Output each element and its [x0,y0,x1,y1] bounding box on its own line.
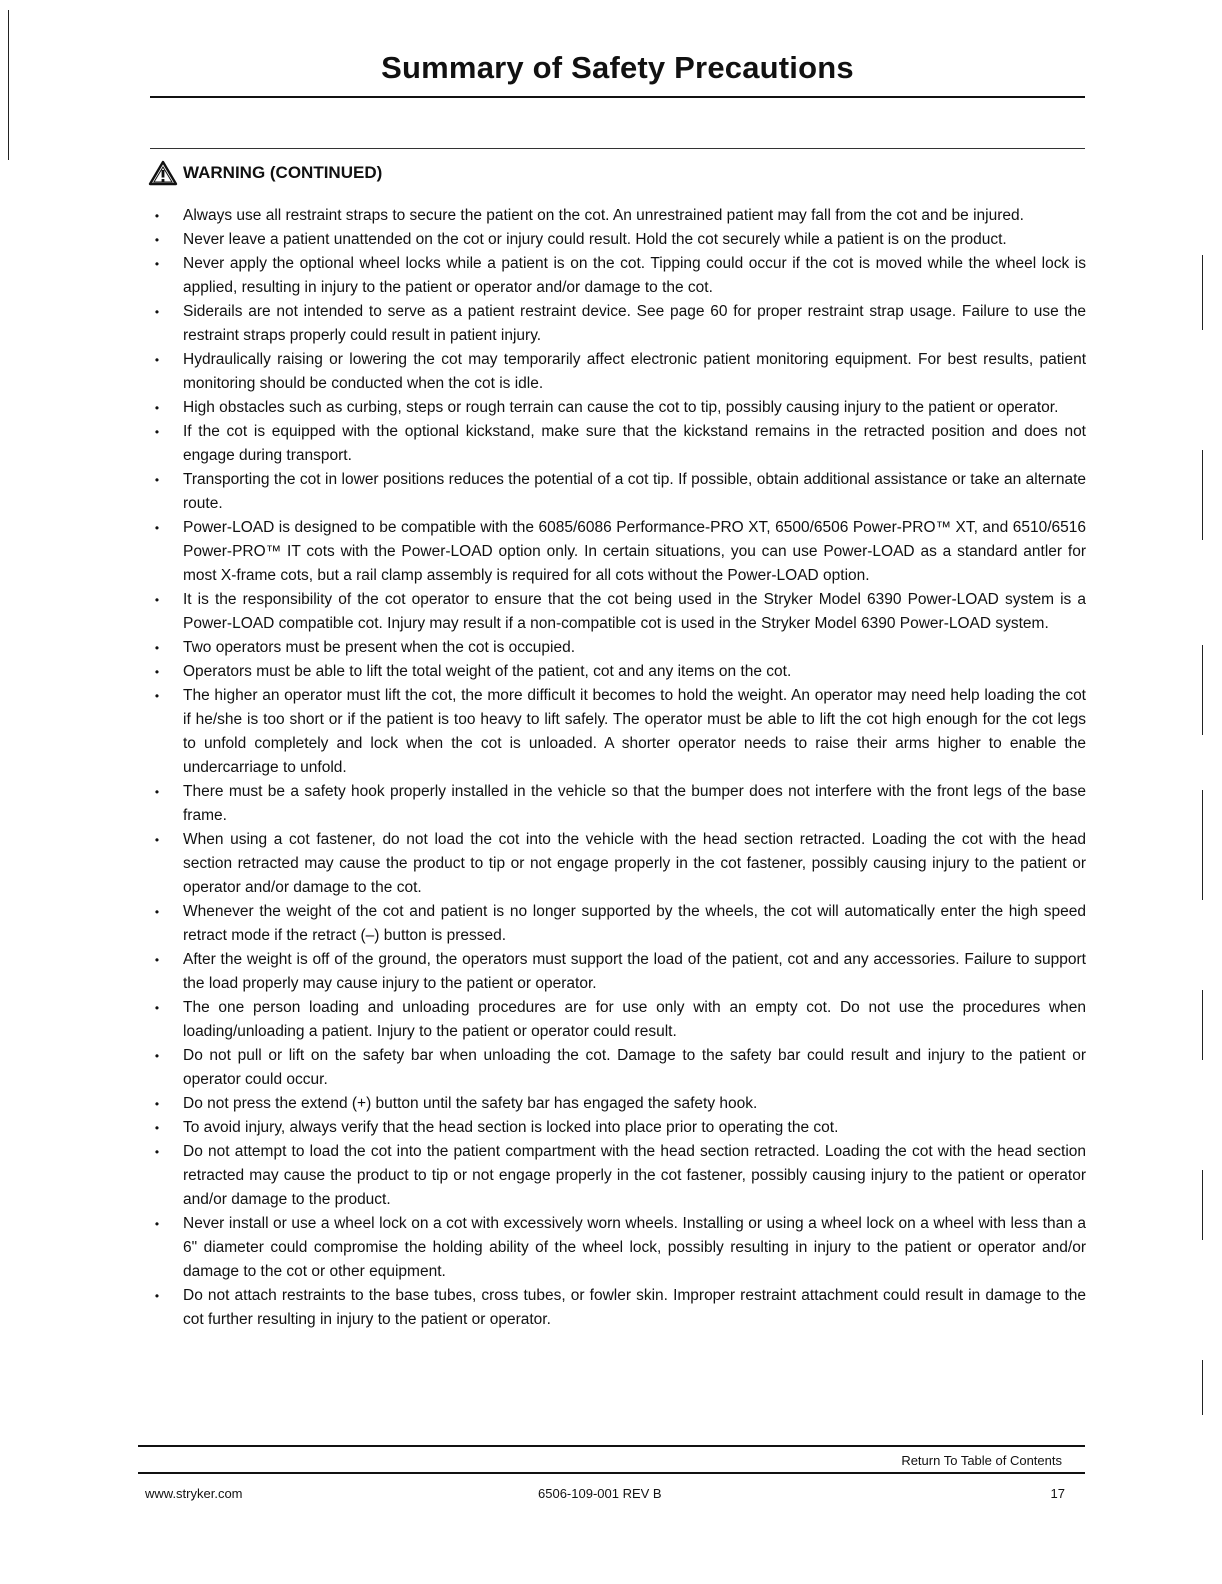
bullet-icon: • [154,1217,160,1231]
list-item [150,1140,1086,1212]
bullet-icon: • [154,1289,160,1303]
list-item-text: Always use all restraint straps to secure the patient on the cot. An unrestrained patient may fall from the cot and be injured. [183,207,1024,224]
bullet-icon: • [154,689,160,703]
scan-edge-mark [1202,255,1203,330]
return-to-toc-link[interactable]: Return To Table of Contents [901,1453,1062,1468]
list-item-text: Do not attach restraints to the base tubes, cross tubes, or fowler skin. Improper restraint attachment could result in damage to the cot further resulting in injury to the patient or operator. [183,1287,1086,1328]
list-item [150,636,1086,660]
footer-divider [138,1472,1085,1474]
bullet-icon: • [154,833,160,847]
list-item-text: The higher an operator must lift the cot, the more difficult it becomes to hold the weight. An operator may need help loading the cot if he/she is too short or if the patient is too heavy to lift safely. The operator must be able to lift the cot high enough for the cot legs to unfold completely and lock when the cot is unloaded. A shorter operator needs to raise their arms higher to enable the undercarriage to unfold. [183,687,1086,776]
scan-edge-mark [8,10,9,160]
page-title: Summary of Safety Precautions [381,50,854,85]
scan-edge-mark [1202,645,1203,735]
bullet-icon: • [154,1001,160,1015]
list-item-text: There must be a safety hook properly installed in the vehicle so that the bumper does not interfere with the front legs of the base frame. [183,783,1086,824]
bullet-icon: • [154,401,160,415]
bullet-icon: • [154,521,160,535]
bullet-icon: • [154,785,160,799]
warning-triangle-icon [148,160,178,186]
list-item-text: Never leave a patient unattended on the cot or injury could result. Hold the cot securely while a patient is on the product. [183,231,1007,248]
list-item [150,1284,1086,1332]
bullet-icon: • [154,473,160,487]
list-item [150,900,1086,948]
list-item [150,1092,1086,1116]
list-item-text: Power-LOAD is designed to be compatible with the 6085/6086 Performance-PRO XT, 6500/6506 Power-PRO™ XT, and 6510/6516 Power-PRO™ IT cots with the Power-LOAD option only. In certain situations, you can use Power-LOAD as a standard antler for most X-frame cots, but a rail clamp assembly is required for all cots without the Power-LOAD option. [183,519,1086,584]
list-item [150,252,1086,300]
bullet-icon: • [154,1097,160,1111]
list-item [150,1212,1086,1284]
bullet-icon: • [154,209,160,223]
list-item-text: High obstacles such as curbing, steps or rough terrain can cause the cot to tip, possibly causing injury to the patient or operator. [183,399,1059,416]
bullet-icon: • [154,665,160,679]
bullet-icon: • [154,641,160,655]
list-item [150,204,1086,228]
scan-edge-mark [1202,790,1203,900]
bullet-icon: • [154,425,160,439]
list-item-text: The one person loading and unloading procedures are for use only with an empty cot. Do not use the procedures when loading/unloading a patient. Injury to the patient or operator could result. [183,999,1086,1040]
list-item [150,396,1086,420]
list-item [150,420,1086,468]
warning-list [150,204,1086,1332]
list-item [150,228,1086,252]
list-item-text: To avoid injury, always verify that the head section is locked into place prior to operating the cot. [183,1119,839,1136]
list-item [150,828,1086,900]
list-item-text: Two operators must be present when the cot is occupied. [183,639,576,656]
list-item-text: Never apply the optional wheel locks while a patient is on the cot. Tipping could occur if the cot is moved while the wheel lock is applied, resulting in injury to the patient or operator and/or damage to the cot. [183,255,1086,296]
list-item-text: Operators must be able to lift the total weight of the patient, cot and any items on the cot. [183,663,792,680]
scan-edge-mark [1202,1170,1203,1240]
scan-edge-mark [1202,450,1203,540]
list-item-text: Siderails are not intended to serve as a patient restraint device. See page 60 for proper restraint strap usage. Failure to use the restraint straps properly could result in patient injury. [183,303,1086,344]
list-item-text: Do not attempt to load the cot into the patient compartment with the head section retracted. Loading the cot with the head section retracted may cause the product to tip or not engage properly in the cot fastener, possibly causing injury to the patient or operator and/or damage to the product. [183,1143,1086,1208]
scan-edge-mark [1202,1360,1203,1415]
bullet-icon: • [154,233,160,247]
footer-doc-number: 6506-109-001 REV B [538,1486,662,1501]
list-item [150,948,1086,996]
bullet-icon: • [154,1121,160,1135]
section-divider [150,148,1085,149]
footer-page-number: 17 [1050,1486,1065,1501]
list-item [150,660,1086,684]
list-item [150,1116,1086,1140]
list-item-text: Do not pull or lift on the safety bar when unloading the cot. Damage to the safety bar could result and injury to the patient or operator could occur. [183,1047,1086,1088]
bullet-icon: • [154,305,160,319]
list-item-text: If the cot is equipped with the optional kickstand, make sure that the kickstand remains in the retracted position and does not engage during transport. [183,423,1086,464]
list-item-text: Transporting the cot in lower positions reduces the potential of a cot tip. If possible, obtain additional assistance or take an alternate route. [183,471,1086,512]
bullet-icon: • [154,905,160,919]
list-item [150,1044,1086,1092]
list-item-text: Do not press the extend (+) button until the safety bar has engaged the safety hook. [183,1095,758,1112]
list-item-text: After the weight is off of the ground, the operators must support the load of the patient, cot and any accessories. Failure to support the load properly may cause injury to the patient or operator. [183,951,1086,992]
warning-heading-label: WARNING (CONTINUED) [183,163,383,182]
bullet-icon: • [154,593,160,607]
bullet-icon: • [154,1145,160,1159]
title-divider [150,96,1085,98]
list-item [150,780,1086,828]
list-item [150,348,1086,396]
list-item-text: Never install or use a wheel lock on a cot with excessively worn wheels. Installing or using a wheel lock on a wheel with less than a 6" diameter could compromise the holding ability of the wheel lock, possibly resulting in injury to the patient or operator and/or damage to the cot or other equipment. [183,1215,1086,1280]
bullet-icon: • [154,353,160,367]
list-item-text: It is the responsibility of the cot operator to ensure that the cot being used in the Stryker Model 6390 Power-LOAD system is a Power-LOAD compatible cot. Injury may result if a non-compatible cot is used in the Stryker Model 6390 Power-LOAD system. [183,591,1086,632]
warning-heading [148,160,382,186]
list-item [150,468,1086,516]
bullet-icon: • [154,953,160,967]
list-item [150,516,1086,588]
return-divider [138,1445,1085,1447]
list-item [150,588,1086,636]
list-item-text: Hydraulically raising or lowering the cot may temporarily affect electronic patient monitoring equipment. For best results, patient monitoring should be conducted when the cot is idle. [183,351,1086,392]
bullet-icon: • [154,257,160,271]
scan-edge-mark [1202,990,1203,1060]
list-item [150,996,1086,1044]
list-item [150,684,1086,780]
list-item-text: When using a cot fastener, do not load the cot into the vehicle with the head section retracted. Loading the cot with the head section retracted may cause the product to tip or not engage properly in the cot fastener, possibly causing injury to the patient or operator and/or damage to the cot. [183,831,1086,896]
bullet-icon: • [154,1049,160,1063]
list-item-text: Whenever the weight of the cot and patient is no longer supported by the wheels, the cot will automatically enter the high speed retract mode if the retract (–) button is pressed. [183,903,1086,944]
list-item [150,300,1086,348]
footer-website: www.stryker.com [145,1486,243,1501]
